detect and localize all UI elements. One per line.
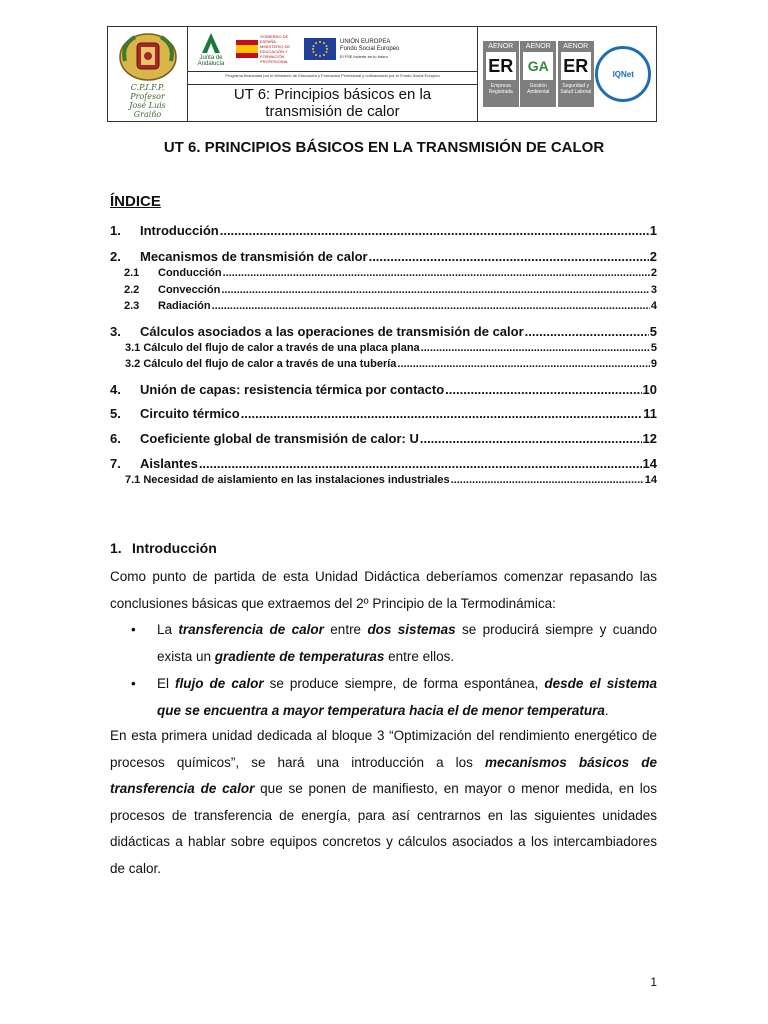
toc-label: Radiación [158,300,211,312]
toc-entry[interactable] [110,358,657,370]
ga-icon: GA [523,52,553,80]
list-item: • La transferencia de calor entre dos sistemas se producirá siempre y cuando exista un gradiente de temperaturas entre ellos. [131,617,657,670]
toc-number: 6. [110,431,121,446]
toc-page: 4 [650,300,657,312]
emphasis: gradiente de temperaturas [214,648,385,664]
toc-page: 10 [642,382,657,397]
bullet-icon: • [131,676,136,691]
toc-page: 5 [649,324,657,339]
toc-number: 1. [110,223,121,238]
toc-label: Convección [158,284,221,296]
toc-page: 1 [649,223,657,238]
eu-flag-icon [304,38,336,60]
crest-line: Graiño [133,110,162,119]
toc-number: 2. [110,249,121,264]
document-header [107,26,657,122]
header-middle [188,27,478,121]
junta-andalucia-icon [198,31,224,55]
spain-flag-icon [236,40,258,58]
emphasis: dos sistemas [367,622,456,637]
toc-label: Coeficiente global de transmisión de calor: U [140,431,419,446]
certifications [478,27,656,121]
toc-number: 4. [110,382,121,397]
toc-number: 3. [110,324,121,339]
junta-label: Junta de Andalucía [197,55,225,67]
toc-entry[interactable] [110,284,657,296]
toc-label: Cálculos asociados a las operaciones de transmisión de calor [140,324,524,339]
paragraph: Como punto de partida de esta Unidad Didáctica deberíamos comenzar repasando las conclusiones básicas que extraemos del 2º Principio de la Termodinámica: [110,569,657,611]
toc-page: 2 [650,267,657,279]
emphasis: flujo de calor [175,676,264,691]
page-number: 1 [650,975,657,989]
toc-entry[interactable] [110,431,657,446]
toc-page: 2 [649,249,657,264]
er-icon: ER [486,52,516,80]
sponsor-logos [188,27,477,72]
ue-subtitle: Fondo Social Europeo [340,45,400,52]
cert-label: Seguridad y Salud Laboral [560,83,592,95]
toc-label: 3.1 Cálculo del flujo de calor a través de una placa plana [125,342,420,354]
toc-entry[interactable] [110,342,657,354]
toc-entry[interactable] [110,300,657,312]
aenor-cert-ga [520,41,556,107]
toc-entry[interactable] [110,324,657,339]
toc-entry[interactable] [110,406,657,421]
cert-top: AENOR [563,43,589,50]
school-crest [108,27,188,121]
toc-entry[interactable] [110,474,657,486]
iqnet-seal-icon [595,46,651,102]
toc-label: 7.1 Necesidad de aislamiento en las instalaciones industriales [125,474,450,486]
document-title: UT 6. PRINCIPIOS BÁSICOS EN LA TRANSMISIÓN DE CALOR [163,139,605,156]
toc-page: 5 [650,342,657,354]
list-item: • El flujo de calor se produce siempre, de forma espontánea, desde el sistema que se encuentra a mayor temperatura hacia el de menor temperatura. [131,671,657,724]
crest-icon [117,31,179,81]
toc-label: 3.2 Cálculo del flujo de calor a través de una tubería [125,358,397,370]
gobierno-label: GOBIERNO DE ESPAÑA · MINISTERIO DE EDUCACIÓN Y FORMACIÓN PROFESIONAL [260,34,291,64]
cert-top: AENOR [525,43,551,50]
iqnet-label: IQNet [612,69,634,79]
unit-title: UT 6: Principios básicos en la transmisión de calor [233,86,432,120]
section-heading [110,540,217,556]
toc-number: 7. [110,456,121,471]
toc-entry[interactable] [110,456,657,471]
gobierno-logo [236,34,296,64]
funding-line: Programa financiado por el Ministerio de Educación y Formación Profesional y cofinanciado por el Fondo Social Europeo [188,72,477,85]
crest-line: C.P.I.F.P. [130,83,165,92]
toc-number: 5. [110,406,121,421]
toc-label: Aislantes [140,456,198,471]
toc-page: 14 [642,456,657,471]
ue-title: UNIÓN EUROPEA [340,38,391,45]
toc-entry[interactable] [110,249,657,264]
crest-line: José Luis [129,101,166,110]
paragraph: En esta primera unidad dedicada al bloque 3 “Optimización del rendimiento energético de procesos químicos”, se hará una introducción a los mecanismos básicos de transferencia de calor que se ponen de manifiesto, en mayor o menor medida, en los procesos de transferencia de energía, para así centrarnos en las siguientes unidades didácticas a hablar sobre equipos concretos y cálculos asociados a los intercambiadores de calor. [110,728,657,876]
toc-label: Circuito térmico [140,406,240,421]
toc-entry[interactable] [110,267,657,279]
cert-label: Empresa Registrada [488,83,513,95]
emphasis: mecanismos básicos de transferencia de calor [110,754,657,796]
section-number: 1. [110,540,122,556]
toc-page: 3 [650,284,657,296]
toc-page: 11 [643,406,657,421]
er-icon: ER [561,52,591,80]
junta-logo [194,31,228,67]
index-heading: ÍNDICE [110,193,161,210]
toc-entry[interactable] [110,223,657,238]
cert-top: AENOR [488,43,514,50]
ue-logo [304,38,399,60]
emphasis: desde el sistema que se encuentra a mayor temperatura hacia el de menor temperatura [157,676,658,718]
ue-subtitle-2: El FSE invierte en tu futuro [340,53,388,59]
toc-number: 2.2 [124,284,140,296]
toc-label: Mecanismos de transmisión de calor [140,249,368,264]
section-title: Introducción [132,540,217,556]
aenor-cert-sst [558,41,594,107]
toc-page: 12 [642,431,657,446]
toc-label: Conducción [158,267,222,279]
toc-entry[interactable] [110,382,657,397]
toc-label: Unión de capas: resistencia térmica por contacto [140,382,445,397]
bullet-icon: • [131,622,136,637]
cert-label: Gestión Ambiental [527,83,550,95]
toc-number: 2.3 [124,300,140,312]
toc-page: 9 [650,358,657,370]
aenor-cert-er [483,41,519,107]
crest-line: Profesor [130,92,165,101]
toc-label: Introducción [140,223,219,238]
toc-page: 14 [644,474,657,486]
emphasis: transferencia de calor [178,622,324,637]
toc-number: 2.1 [124,267,140,279]
